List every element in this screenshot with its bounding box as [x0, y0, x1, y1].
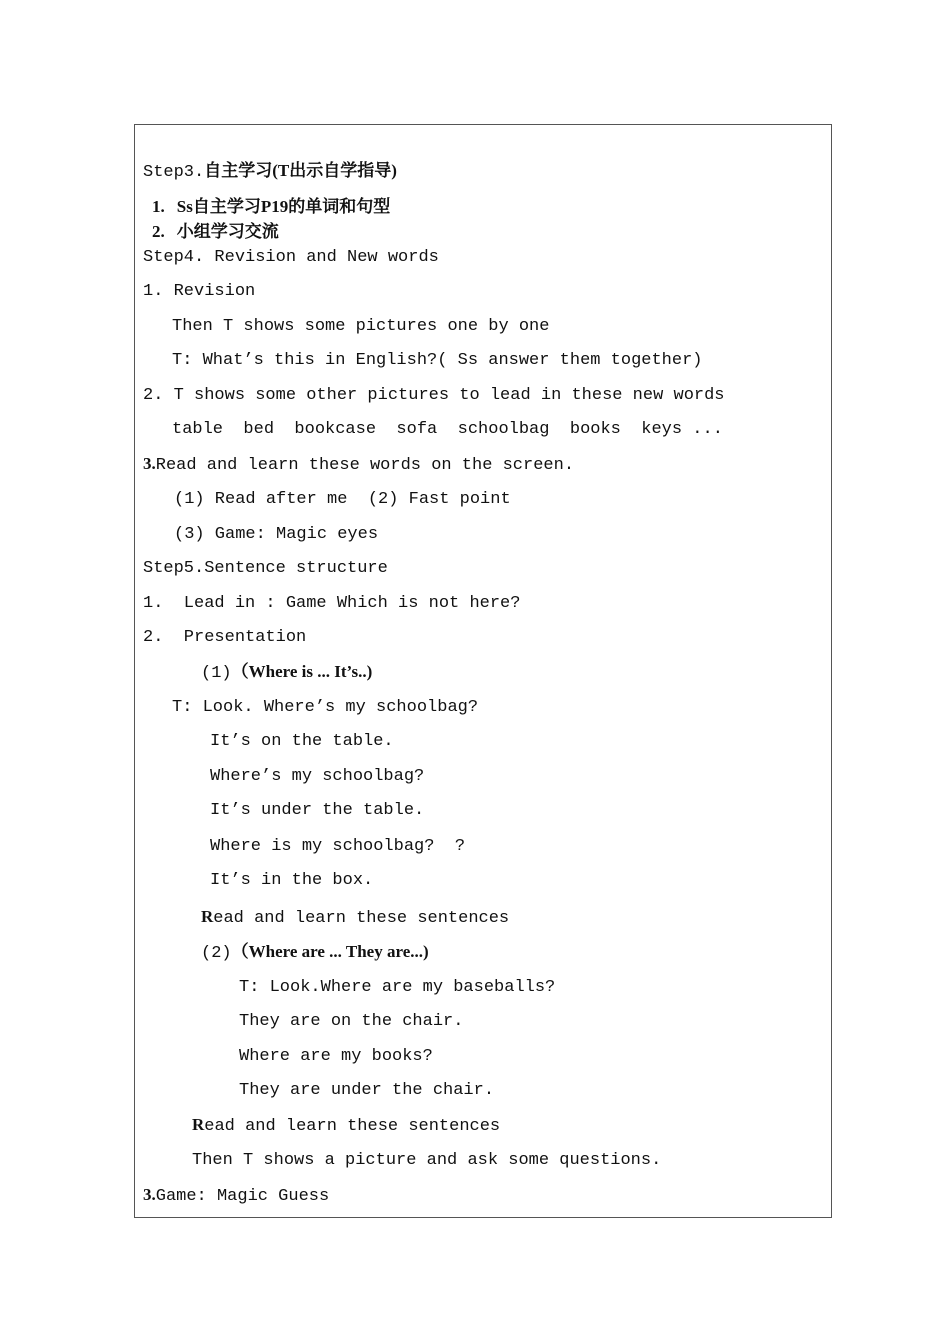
read-learn-2-rest: ead and learn these sentences [204, 1117, 501, 1136]
step5-pattern1 [201, 662, 372, 684]
step5-item2: 2. Presentation [143, 628, 307, 647]
step3-heading [143, 161, 397, 183]
step5-pattern2-text: （Where are ... They are...) [231, 942, 429, 961]
read-learn-1-first: R [201, 907, 214, 926]
step4-item3-num: 3. [143, 454, 156, 473]
step3-item-2-text: 小组学习交流 [176, 222, 279, 241]
step5-item3 [143, 1185, 329, 1207]
step4-item3 [143, 454, 574, 476]
step5-pattern1-text: （Where is ... It’s..) [231, 662, 373, 681]
step3-item-1-num: 1. [152, 197, 165, 216]
dialog1-line2: It’s on the table. [210, 732, 394, 751]
step4-revision-line1: Then T shows some pictures one by one [172, 317, 550, 336]
dialog2-line1: T: Look.Where are my baseballs? [239, 978, 556, 997]
step5-heading: Step5.Sentence structure [143, 559, 388, 578]
step3-item-2-num: 2. [152, 222, 165, 241]
read-learn-1-rest: ead and learn these sentences [213, 909, 510, 928]
step4-revision: 1. Revision [143, 282, 256, 301]
dialog1-line1: T: Look. Where’s my schoolbag? [172, 698, 479, 717]
dialog2-line2: They are on the chair. [239, 1012, 464, 1031]
step5-pattern2 [201, 942, 429, 964]
step4-activity2: (3) Game: Magic eyes [174, 525, 379, 544]
dialog1-line6: It’s in the box. [210, 871, 374, 890]
read-learn-1 [201, 907, 509, 929]
step3-item-1-text: Ss自主学习P19的单词和句型 [176, 197, 391, 216]
step4-words: table bed bookcase sofa schoolbag books keys ... [172, 420, 723, 439]
step5-pattern1-num: (1) [201, 664, 232, 683]
step5-item3-num: 3. [143, 1185, 156, 1204]
step3-item-2 [152, 222, 279, 242]
then-line: Then T shows a picture and ask some questions. [192, 1151, 662, 1170]
dialog2-line4: They are under the chair. [239, 1081, 495, 1100]
dialog2-line3: Where are my books? [239, 1047, 433, 1066]
step3-heading-text: 自主学习(T出示自学指导) [204, 161, 397, 180]
step4-item3-text: Read and learn these words on the screen. [155, 456, 575, 475]
step3-item-1 [152, 197, 390, 217]
read-learn-2-first: R [192, 1115, 205, 1134]
step4-heading: Step4. Revision and New words [143, 248, 439, 267]
step3-heading-prefix: Step3. [143, 163, 205, 182]
dialog1-line3: Where’s my schoolbag? [210, 767, 425, 786]
step4-revision-line2: T: What’s this in English?( Ss answer them together) [172, 351, 703, 370]
step4-activity1: (1) Read after me (2) Fast point [174, 490, 511, 509]
step5-item1: 1. Lead in : Game Which is not here? [143, 594, 521, 613]
dialog1-line4: It’s under the table. [210, 801, 425, 820]
step5-pattern2-num: (2) [201, 944, 232, 963]
step4-item2: 2. T shows some other pictures to lead in these new words [143, 386, 725, 405]
step5-item3-text: Game: Magic Guess [155, 1187, 330, 1206]
read-learn-2 [192, 1115, 500, 1137]
dialog1-line5: Where is my schoolbag? ? [210, 837, 466, 856]
